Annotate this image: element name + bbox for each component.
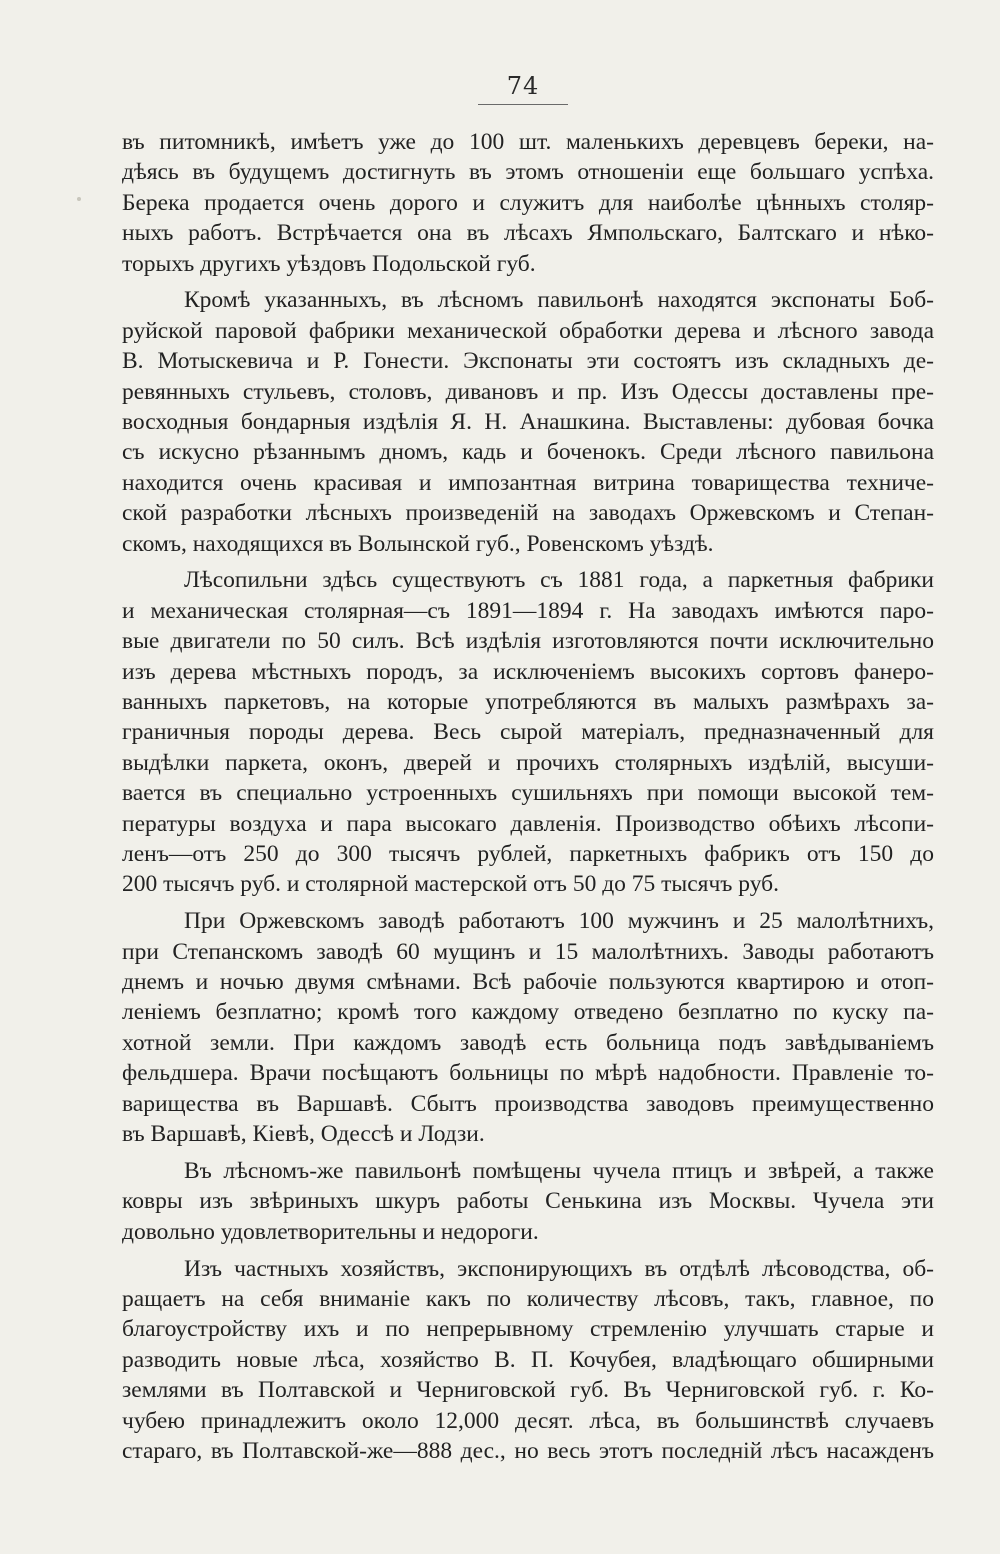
text-line: дѣясь въ будущемъ достигнуть въ этомъ отношеніи еще большаго успѣха. [122, 159, 934, 186]
text-line: Лѣсопильни здѣсь существуютъ съ 1881 года, а паркетныя фабрики [184, 567, 934, 594]
paragraph-1 [122, 127, 934, 279]
text-line: благоустройству ихъ и по непрерывному стремленію улучшать старые и [122, 1316, 934, 1343]
text-line: Кромѣ указанныхъ, въ лѣсномъ павильонѣ находятся экспонаты Боб- [184, 287, 934, 314]
text-line: ревянныхъ стульевъ, столовъ, дивановъ и пр. Изъ Одессы доставлены пре- [122, 378, 934, 405]
text-line: и механическая столярная—съ 1891—1894 г. На заводахъ имѣются паро- [122, 597, 934, 624]
text-line: вые двигатели по 50 силъ. Всѣ издѣлія изготовляются почти исключительно [122, 628, 934, 655]
text-line: пературы воздуха и пара высокаго давленія. Производство обѣихъ лѣсопи- [122, 810, 934, 837]
text-line: восходныя бондарныя издѣлія Я. Н. Анашкина. Выставлены: дубовая бочка [122, 409, 934, 436]
text-line: скомъ, находящихся въ Волынской губ., Ровенскомъ уѣздѣ. [122, 530, 714, 557]
text-line: ныхъ работъ. Встрѣчается она въ лѣсахъ Ямпольскаго, Балтскаго и нѣко- [122, 220, 934, 247]
text-line: при Степанскомъ заводѣ 60 мущинъ и 15 малолѣтнихъ. Заводы работаютъ [122, 938, 934, 965]
text-line: При Оржевскомъ заводѣ работаютъ 100 мужчинъ и 25 малолѣтнихъ, [184, 908, 934, 935]
text-line: ращаетъ на себя вниманіе какъ по количеству лѣсовъ, такъ, главное, по [122, 1285, 934, 1312]
text-line: ковры изъ звѣриныхъ шкуръ работы Сенькина изъ Москвы. Чучела эти [122, 1188, 934, 1215]
text-line: В. Мотыскевича и Р. Гонести. Экспонаты эти состоятъ изъ складныхъ де- [122, 348, 934, 375]
text-line: землями въ Полтавской и Черниговской губ. Въ Черниговской губ. г. Ко- [122, 1377, 934, 1404]
paragraph-5 [122, 1156, 934, 1247]
paper-speck [77, 197, 81, 201]
text-line: ленъ—отъ 250 до 300 тысячъ рублей, паркетныхъ фабрикъ отъ 150 до [122, 840, 934, 867]
text-line: фельдшера. Врачи посѣщаютъ больницы по мѣрѣ надобности. Правленіе то- [122, 1060, 934, 1087]
page-number: 74 [506, 72, 540, 100]
text-line: въ питомникѣ, имѣетъ уже до 100 шт. маленькихъ деревцевъ береки, на- [122, 129, 934, 155]
text-line: Въ лѣсномъ-же павильонѣ помѣщены чучела птицъ и звѣрей, а также [184, 1157, 934, 1184]
paragraph-6 [122, 1254, 934, 1467]
text-line: Изъ частныхъ хозяйствъ, экспонирующихъ въ отдѣлѣ лѣсоводства, об- [184, 1255, 934, 1282]
text-line: стараго, въ Полтавской-же—888 дес., но весь этотъ последній лѣсъ насажденъ [122, 1437, 934, 1464]
text-line: находится очень красивая и импозантная витрина товарищества техниче- [122, 469, 934, 496]
page-number-rule [478, 104, 568, 105]
text-line: хотной земли. При каждомъ заводѣ есть больница подъ завѣдываніемъ [122, 1029, 934, 1056]
text-line: въ Варшавѣ, Кіевѣ, Одессѣ и Лодзи. [122, 1121, 485, 1147]
text-line: леніемъ безплатно; кромѣ того каждому отведено безплатно по куску па- [122, 999, 934, 1026]
text-line: днемъ и ночью двумя смѣнами. Всѣ рабочіе пользуются квартирою и отоп- [122, 969, 934, 996]
text-line: варищества въ Варшавѣ. Сбытъ производства заводовъ преимущественно [122, 1090, 934, 1117]
text-line: граничныя породы дерева. Весь сырой матеріалъ, предназначенный для [122, 719, 934, 746]
paragraph-4 [122, 906, 934, 1149]
text-line: разводить новые лѣса, хозяйство В. П. Кочубея, владѣющаго обширными [122, 1346, 934, 1373]
text-line: руйской паровой фабрики механической обработки дерева и лѣсного завода [122, 317, 934, 344]
text-line: довольно удовлетворительны и недороги. [122, 1218, 539, 1245]
text-line: вается въ специально устроенныхъ сушильняхъ при помощи высокой тем- [122, 780, 934, 807]
text-line: ванныхъ паркетовъ, на которые употребляются въ малыхъ размѣрахъ за- [122, 689, 934, 716]
body-text [122, 127, 934, 1466]
paragraph-3 [122, 565, 934, 899]
text-line: изъ дерева мѣстныхъ породъ, за исключеніемъ высокихъ сортовъ фанеро- [122, 658, 934, 685]
text-line: 200 тысячъ руб. и столярной мастерской отъ 50 до 75 тысячъ руб. [122, 871, 780, 898]
text-line: ской разработки лѣсныхъ произведеній на заводахъ Оржевскомъ и Степан- [122, 500, 934, 527]
text-line: Берека продается очень дорого и служитъ для наиболѣе цѣнныхъ столяр- [122, 189, 934, 216]
text-line: чубею принадлежитъ около 12,000 десят. лѣса, въ большинствѣ случаевъ [122, 1407, 934, 1434]
text-line: выдѣлки паркета, оконъ, дверей и прочихъ столярныхъ издѣлій, высуши- [122, 749, 934, 776]
text-line: съ искусно рѣзаннымъ дномъ, кадь и боченокъ. Среди лѣсного павильона [122, 439, 934, 466]
text-line: торыхъ другихъ уѣздовъ Подольской губ. [122, 250, 536, 277]
paragraph-2 [122, 285, 934, 559]
